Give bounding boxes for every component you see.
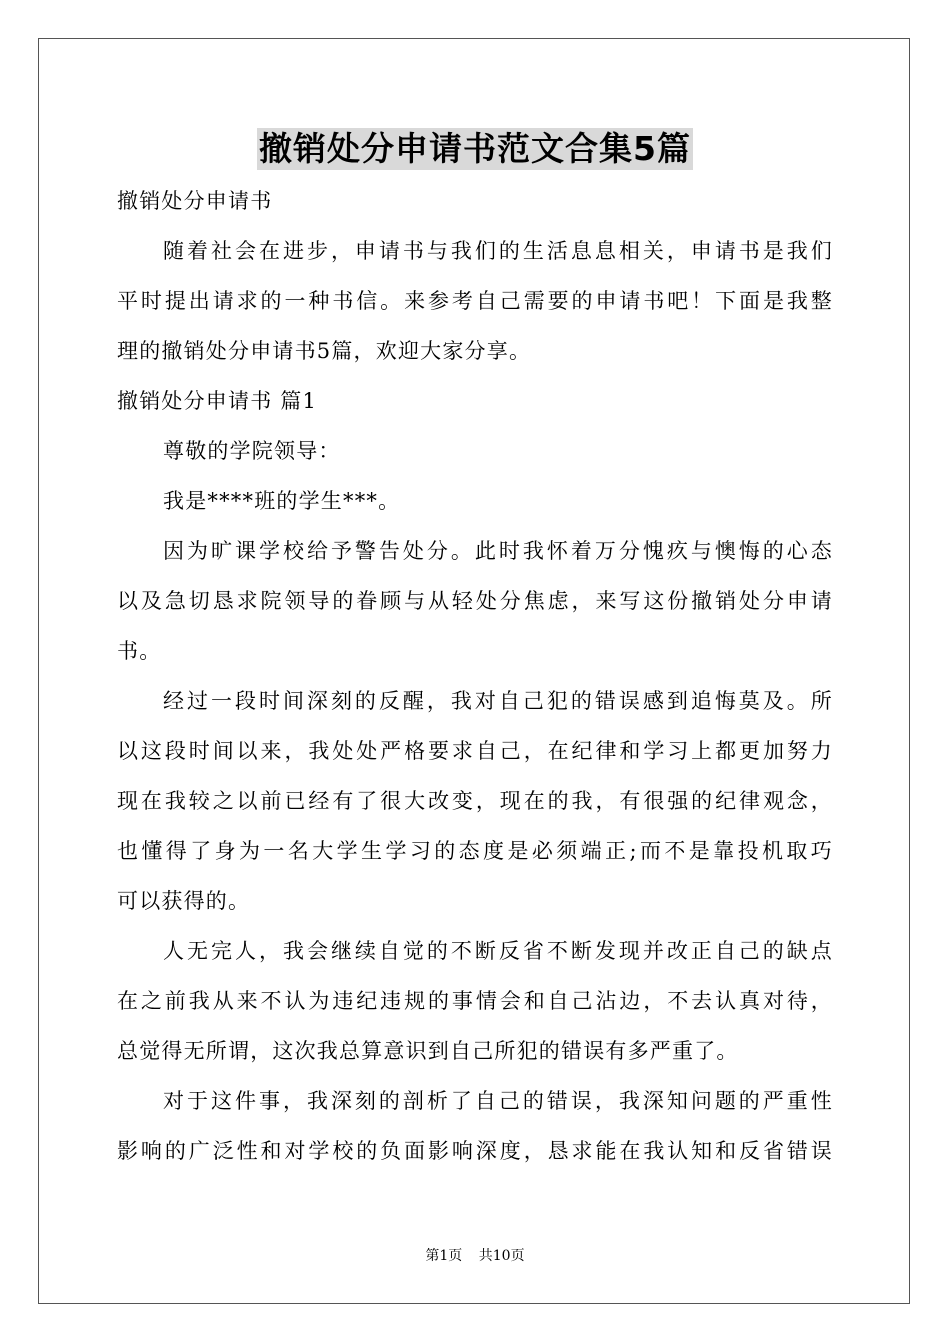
paragraph-line: 总觉得无所谓，这次我总算意识到自己所犯的错误有多严重了。 [117, 1039, 739, 1063]
page-number: 第1页 [425, 1248, 463, 1264]
paragraph-line: 书。 [117, 639, 162, 663]
paragraph-line: 影响的广泛性和对学校的负面影响深度，恳求能在我认知和反省错误 [117, 1139, 833, 1163]
paragraph-line: 因为旷课学校给予警告处分。此时我怀着万分愧疚与懊悔的心态 [163, 539, 833, 563]
paragraph-line: 在之前我从来不认为违纪违规的事情会和自己沾边，不去认真对待， [117, 989, 833, 1013]
document-body [117, 176, 833, 1176]
page-total: 共10页 [478, 1248, 525, 1264]
paragraph-line: 以这段时间以来，我处处严格要求自己，在纪律和学习上都更加努力 [117, 739, 833, 763]
document-title: 撤销处分申请书范文合集5篇 [259, 129, 691, 168]
paragraph-line: 可以获得的。 [117, 889, 251, 913]
salutation: 尊敬的学院领导： [163, 439, 341, 463]
paragraph-line: 我是****班的学生***。 [163, 489, 401, 513]
title-container [0, 128, 950, 170]
page-footer [0, 1246, 950, 1266]
paragraph-line: 随着社会在进步，申请书与我们的生活息息相关，申请书是我们 [163, 239, 833, 263]
paragraph-line: 现在我较之以前已经有了很大改变，现在的我，有很强的纪律观念， [117, 789, 833, 813]
paragraph-line: 对于这件事，我深刻的剖析了自己的错误，我深知问题的严重性 [163, 1089, 833, 1113]
paragraph-line: 以及急切恳求院领导的眷顾与从轻处分焦虑，来写这份撤销处分申请 [117, 589, 833, 613]
paragraph-line: 经过一段时间深刻的反醒，我对自己犯的错误感到追悔莫及。所 [163, 689, 833, 713]
section-heading: 撤销处分申请书 [117, 189, 273, 213]
paragraph-line: 也懂得了身为一名大学生学习的态度是必须端正;而不是靠投机取巧 [117, 839, 833, 863]
section-heading: 撤销处分申请书 篇1 [117, 389, 318, 413]
paragraph-line: 理的撤销处分申请书5篇，欢迎大家分享。 [117, 339, 532, 363]
paragraph-line: 平时提出请求的一种书信。来参考自己需要的申请书吧！下面是我整 [117, 289, 833, 313]
paragraph-line: 人无完人，我会继续自觉的不断反省不断发现并改正自己的缺点 [163, 939, 833, 963]
